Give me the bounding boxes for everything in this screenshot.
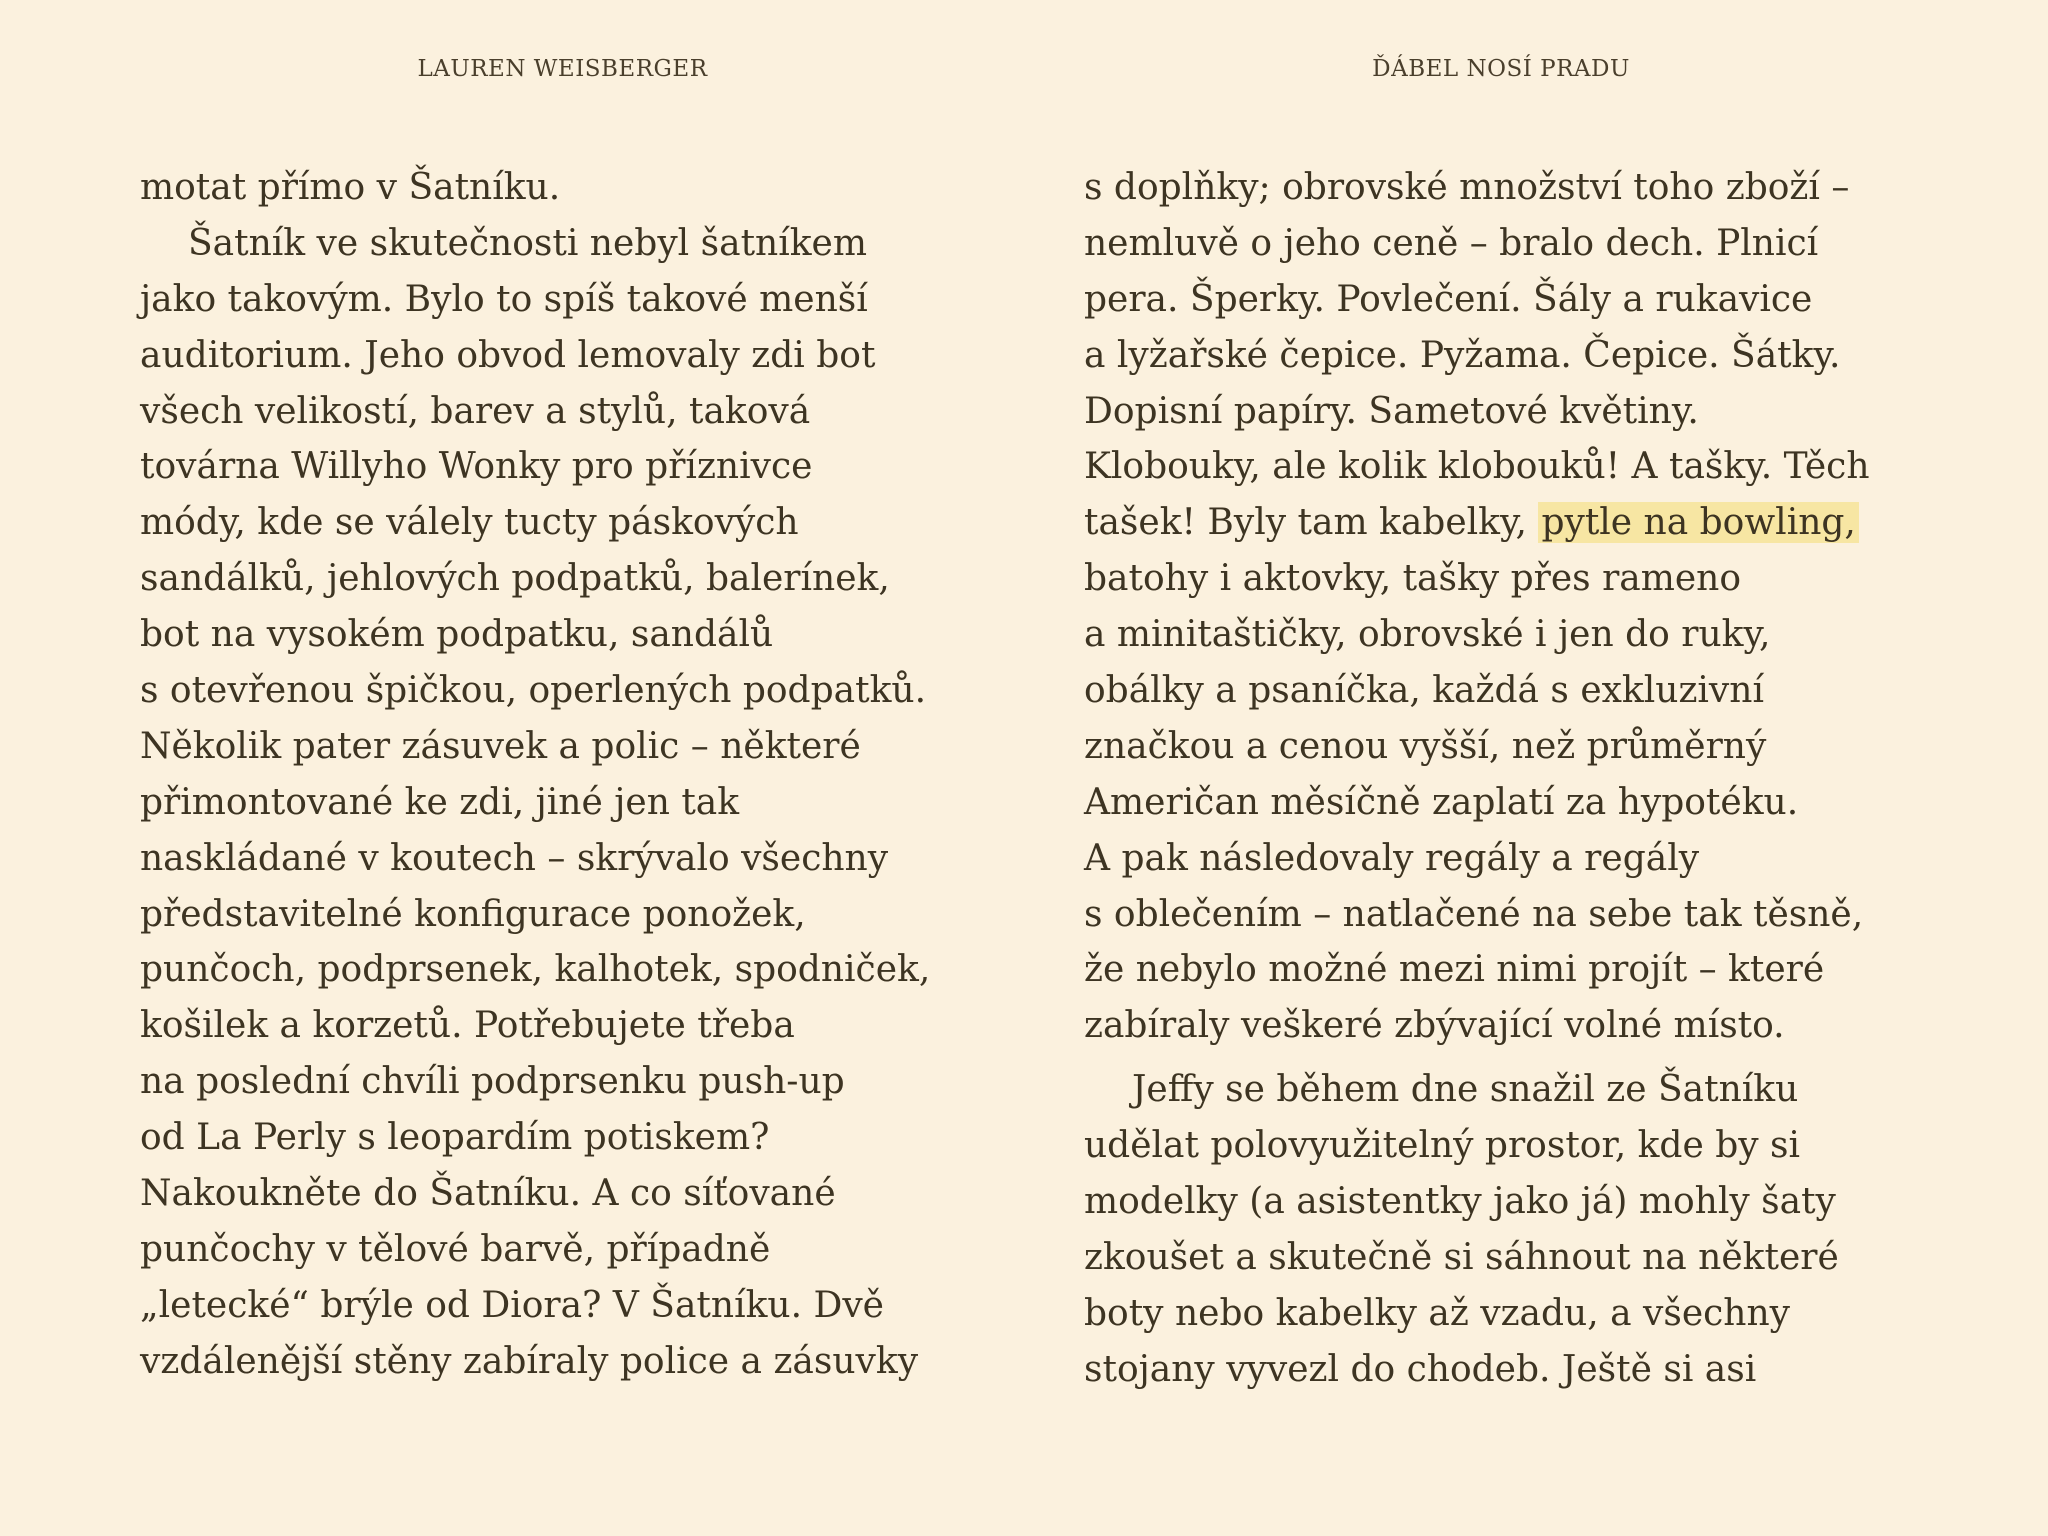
text-line: punčochy v tělové barvě, případně xyxy=(140,1228,771,1270)
text-line-segment: tašek! Byly tam kabelky, xyxy=(1084,502,1539,544)
text-line: punčoch, podprsenek, kalhotek, spodniček, xyxy=(140,949,931,991)
text-line: přimontované ke zdi, jiné jen tak xyxy=(140,781,740,823)
text-line: naskládané v koutech – skrývalo všechny xyxy=(140,837,889,879)
text-line: na poslední chvíli podprsenku push-up xyxy=(140,1061,845,1103)
text-line: od La Perly s leopardím potiskem? xyxy=(140,1117,770,1159)
text-highlight[interactable]: pytle na bowling, xyxy=(1538,502,1858,543)
running-head-title: ĎÁBEL NOSÍ PRADU xyxy=(1372,56,1630,82)
text-line: s doplňky; obrovské množství toho zboží – xyxy=(1084,167,1850,208)
text-line: bot na vysokém podpatku, sandálů xyxy=(140,614,774,656)
text-line: Několik pater zásuvek a polic – některé xyxy=(140,725,861,767)
text-line: a lyžařské čepice. Pyžama. Čepice. Šátky. xyxy=(1084,334,1841,376)
text-line: „letecké“ brýle od Diora? V Šatníku. Dvě xyxy=(140,1284,884,1326)
text-line: továrna Willyho Wonky pro příznivce xyxy=(140,446,813,488)
text-line: batohy i aktovky, tašky přes rameno xyxy=(1084,558,1742,600)
text-line: že nebylo možné mezi nimi projít – které xyxy=(1084,949,1825,991)
text-line: pera. Šperky. Povlečení. Šály a rukavice xyxy=(1084,278,1813,320)
text-line: zkoušet a skutečně si sáhnout na některé xyxy=(1084,1236,1839,1278)
text-line: s otevřenou špičkou, operlených podpatků. xyxy=(140,670,927,712)
text-line: obálky a psaníčka, každá s exkluzivní xyxy=(1084,670,1764,712)
text-line: Jeffy se během dne snažil ze Šatníku xyxy=(1132,1069,1799,1111)
right-page-text[interactable] xyxy=(1084,160,1870,1398)
text-line: módy, kde se válely tucty páskových xyxy=(140,502,799,544)
left-page-text[interactable] xyxy=(140,160,930,1390)
text-line: Klobouky, ale kolik klobouků! A tašky. Těch xyxy=(1084,446,1870,488)
text-line: s oblečením – natlačené na sebe tak těsně, xyxy=(1084,893,1864,935)
text-line: vzdálenější stěny zabíraly police a zásuvky xyxy=(140,1340,919,1382)
text-line: všech velikostí, barev a stylů, taková xyxy=(140,390,811,432)
text-line: stojany vyvezl do chodeb. Ještě si asi xyxy=(1084,1348,1757,1390)
text-line: udělat polovyužitelný prostor, kde by si xyxy=(1084,1125,1801,1167)
text-line: sandálků, jehlových podpatků, balerínek, xyxy=(140,558,890,600)
text-line-with-highlight xyxy=(1084,495,1870,551)
text-line: motat přímo v Šatníku. xyxy=(140,167,561,208)
text-line: boty nebo kabelky až vzadu, a všechny xyxy=(1084,1292,1791,1334)
text-line: zabíraly veškeré zbývající volné místo. xyxy=(1084,1005,1785,1047)
text-line: Šatník ve skutečnosti nebyl šatníkem xyxy=(188,222,867,264)
text-line: nemluvě o jeho ceně – bralo dech. Plnicí xyxy=(1084,222,1819,264)
text-line: A pak následovaly regály a regály xyxy=(1084,837,1700,879)
text-line: modelky (a asistentky jako já) mohly šaty xyxy=(1084,1181,1836,1223)
text-line: košilek a korzetů. Potřebujete třeba xyxy=(140,1005,795,1047)
text-line: představitelné konfigurace ponožek, xyxy=(140,893,806,935)
text-line: značkou a cenou vyšší, než průměrný xyxy=(1084,725,1767,767)
text-line: Dopisní papíry. Sametové květiny. xyxy=(1084,390,1699,432)
text-line: Američan měsíčně zaplatí za hypotéku. xyxy=(1084,781,1799,823)
running-head-author: LAUREN WEISBERGER xyxy=(417,56,708,82)
text-line: auditorium. Jeho obvod lemovaly zdi bot xyxy=(140,334,876,376)
text-line: a minitaštičky, obrovské i jen do ruky, xyxy=(1084,614,1771,656)
text-line: Nakoukněte do Šatníku. A co síťované xyxy=(140,1173,836,1215)
text-line: jako takovým. Bylo to spíš takové menší xyxy=(140,278,868,320)
